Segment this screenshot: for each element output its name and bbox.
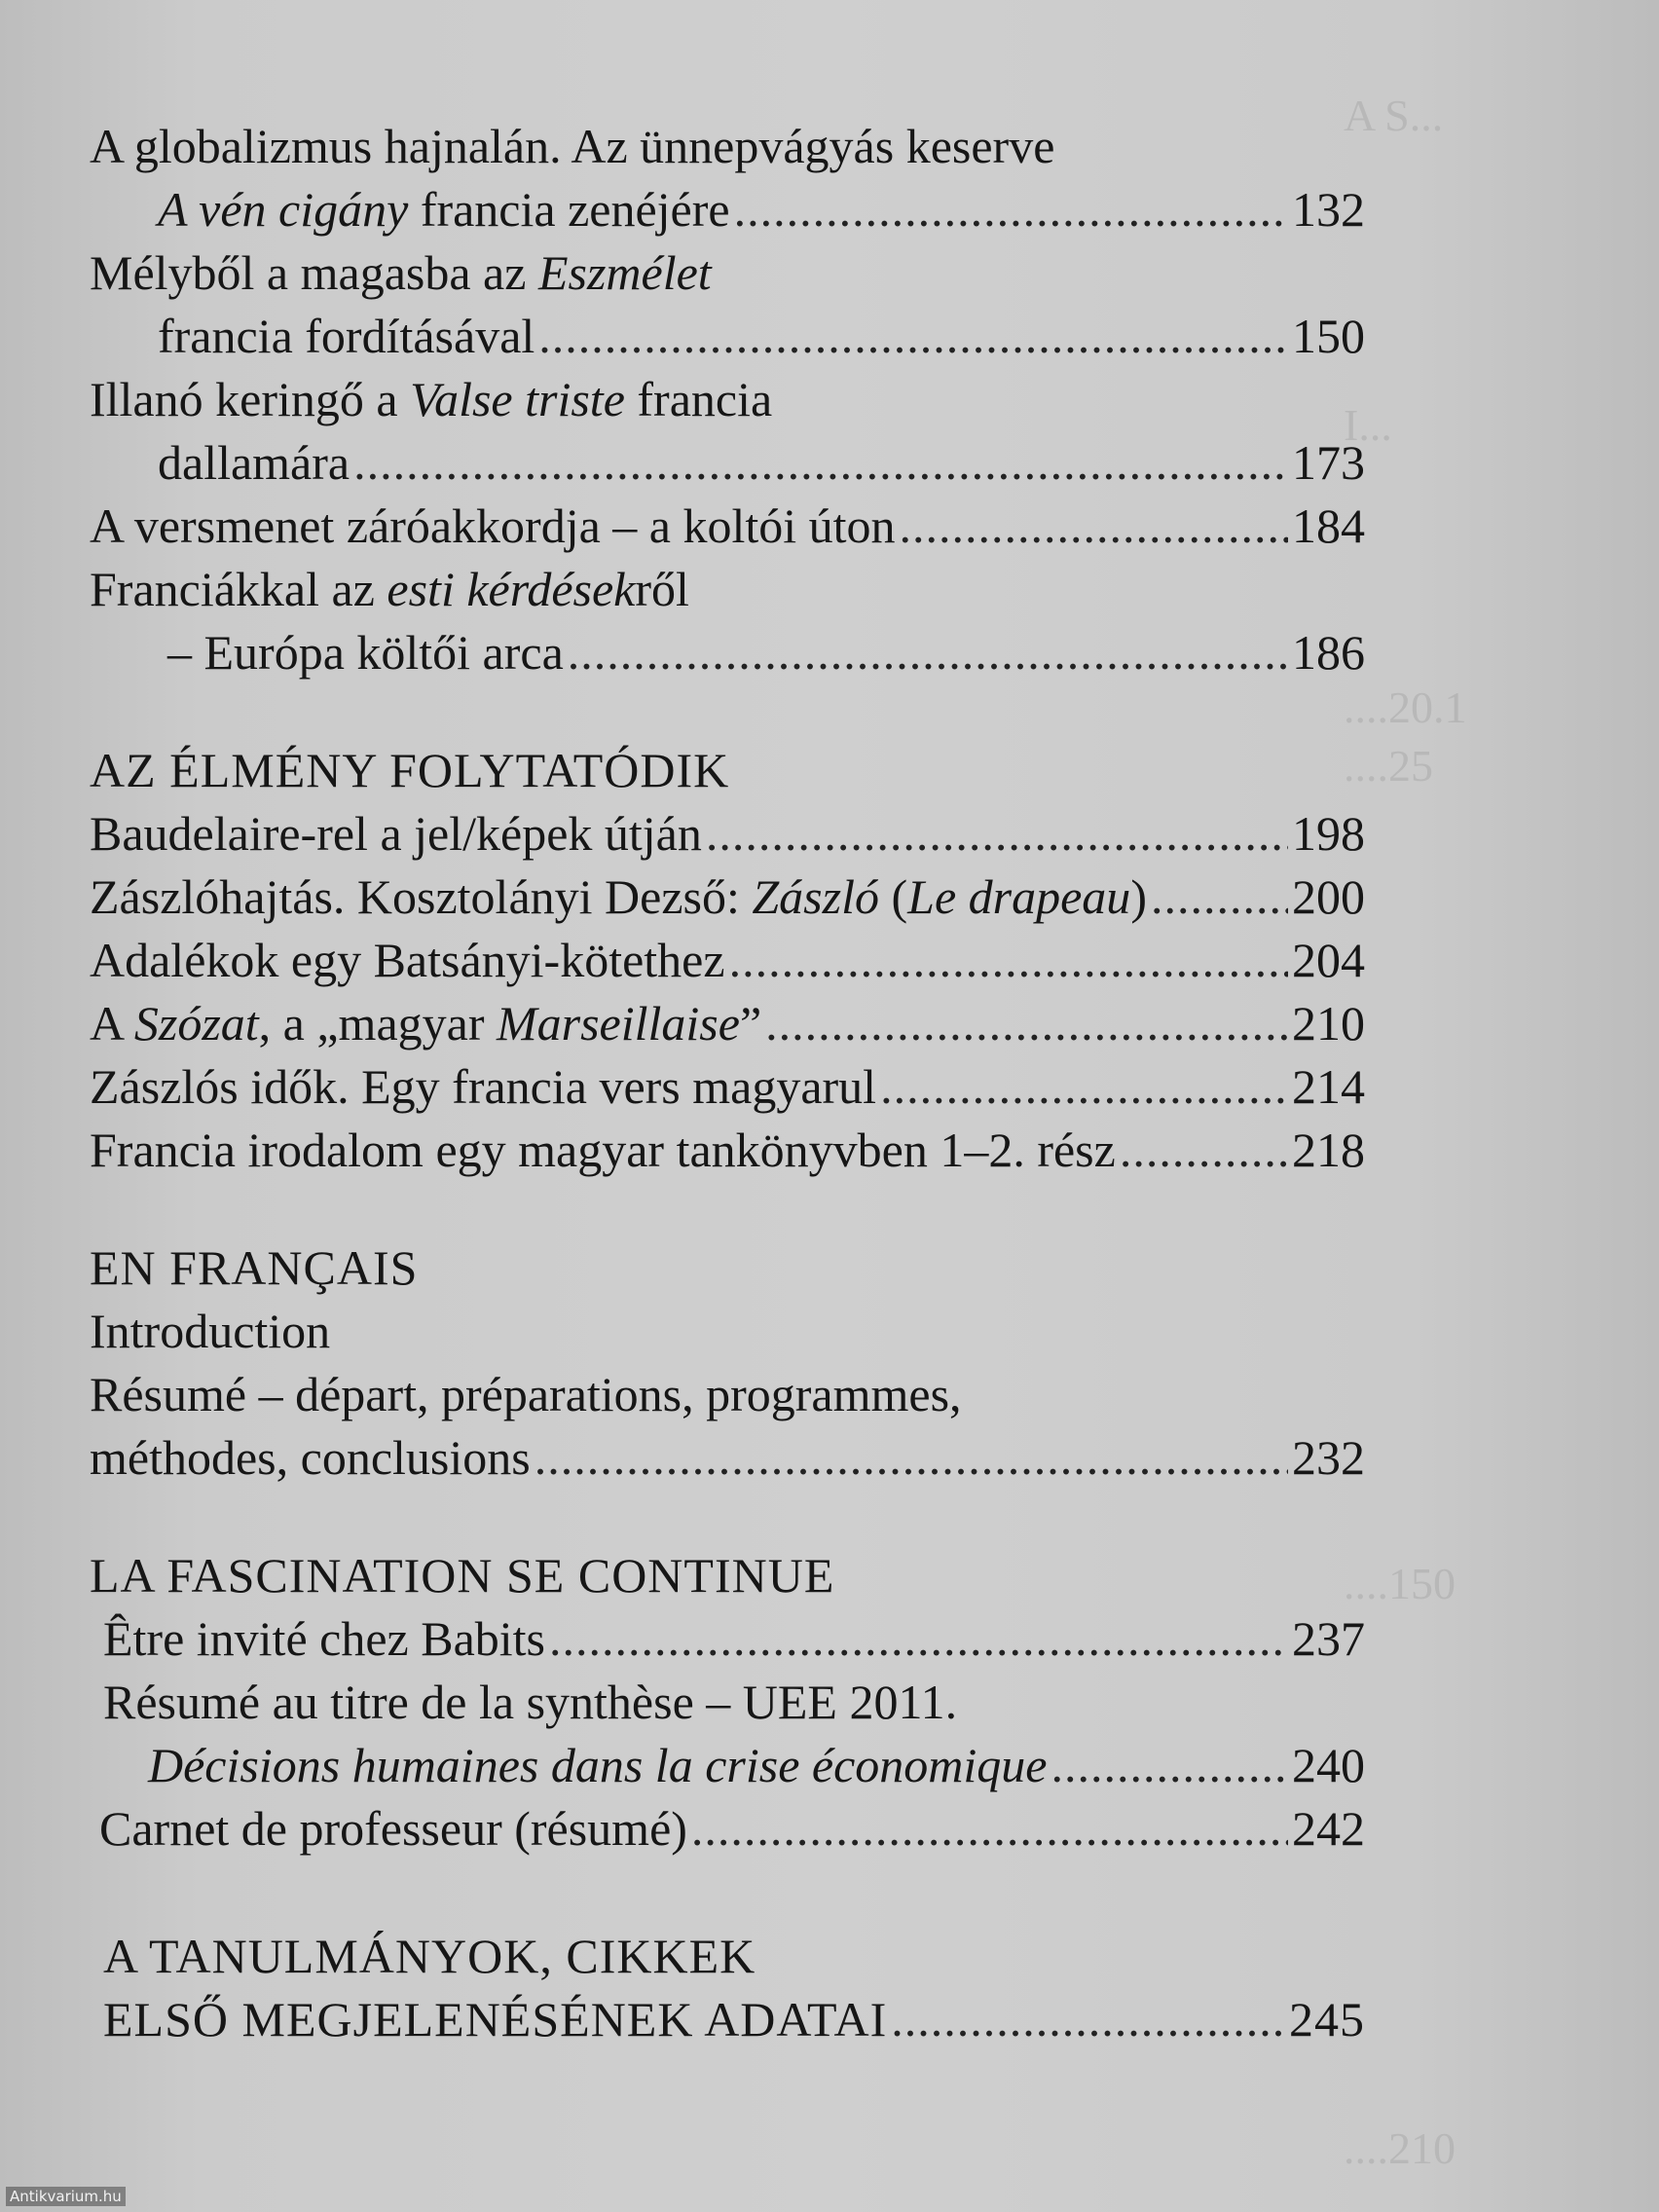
entry-italic: Valse triste (410, 372, 625, 426)
entry-italic: Zászló (752, 869, 879, 924)
dot-leader (1051, 1734, 1288, 1797)
section-heading (90, 1236, 1365, 1300)
entry-italic: esti kérdések (387, 562, 636, 616)
section-heading (90, 1544, 1365, 1607)
toc-entry[interactable] (90, 1119, 1365, 1182)
entry-italic: A vén cigány (158, 182, 409, 237)
page-number: 186 (1292, 625, 1365, 680)
page-number: 214 (1292, 1059, 1365, 1114)
dot-leader (729, 929, 1288, 992)
entry-text: Être invité chez Babits (103, 1611, 546, 1666)
toc-heading-line (90, 1363, 1365, 1426)
toc-heading-line (90, 241, 1365, 305)
dot-leader (900, 495, 1288, 558)
page-number: 204 (1292, 933, 1365, 987)
toc-entry[interactable] (90, 1607, 1365, 1671)
entry-text-start: A (90, 996, 134, 1051)
page-number: 184 (1292, 498, 1365, 553)
toc-entry[interactable] (90, 929, 1365, 992)
toc-heading-line (90, 115, 1365, 178)
bleed-through-text: ....20.1 (1344, 682, 1467, 732)
section-heading (90, 739, 1365, 802)
entry-text: Zászlós idők. Egy francia vers magyarul (90, 1059, 877, 1114)
page-number: 132 (1292, 182, 1365, 237)
bleed-through-text: A S... (1344, 91, 1444, 140)
page-number: 232 (1292, 1430, 1365, 1485)
dot-leader (1151, 866, 1288, 929)
dot-leader (568, 621, 1288, 684)
entry-text-start: Zászlóhajtás. Kosztolányi Dezső: (90, 869, 753, 924)
toc-entry[interactable] (90, 1797, 1365, 1861)
toc-entry[interactable] (90, 866, 1365, 929)
entry-text: Introduction (90, 1304, 331, 1358)
dot-leader (706, 802, 1288, 866)
dot-leader (765, 992, 1288, 1055)
toc-heading-line (90, 558, 1365, 621)
page-number: 200 (1292, 869, 1365, 924)
page-number: 218 (1292, 1123, 1365, 1177)
entry-text: dallamára (158, 435, 350, 490)
entry-text (90, 866, 1147, 929)
entry-italic: Marseillaise (496, 996, 740, 1051)
entry-text (148, 1734, 1047, 1797)
toc-entry[interactable] (90, 305, 1365, 368)
section-title: A TANULMÁNYOK, CIKKEK (103, 1929, 756, 1983)
section-title: LA FASCINATION SE CONTINUE (90, 1548, 835, 1603)
entry-text-rest: francia zenéjére (408, 182, 730, 237)
entry-text: Résumé au titre de la synthèse – UEE 2011. (103, 1675, 958, 1729)
section-title: AZ ÉLMÉNY FOLYTATÓDIK (90, 743, 730, 797)
dot-leader (880, 1055, 1288, 1119)
entry-text: Mélyből a magasba az (90, 245, 538, 300)
section-gap (90, 1182, 1365, 1236)
entry-text: francia fordításával (158, 309, 535, 363)
entry-text-rest: ” (739, 996, 762, 1051)
toc-heading-line (90, 368, 1365, 431)
entry-text: ELSŐ MEGJELENÉSÉNEK ADATAI (103, 1992, 888, 2046)
toc-entry[interactable] (90, 802, 1365, 866)
entry-text-mid: , a „magyar (258, 996, 497, 1051)
entry-text: méthodes, conclusions (90, 1430, 531, 1485)
toc-entry[interactable] (90, 1300, 1365, 1363)
entry-text: Adalékok egy Batsányi-kötethez (90, 933, 725, 987)
page-number: 150 (1292, 309, 1365, 363)
section-gap (90, 1861, 1365, 1925)
page-number: 245 (1289, 1992, 1365, 2046)
entry-text: Franciákkal az (90, 562, 387, 616)
dot-leader (734, 178, 1288, 241)
dot-leader (1120, 1119, 1288, 1182)
dot-leader (353, 431, 1288, 495)
entry-text-rest: ) (1130, 869, 1147, 924)
entry-italic: Szózat (133, 996, 259, 1051)
entry-text: Résumé – départ, préparations, programmes, (90, 1367, 962, 1421)
entry-text-mid: ( (879, 869, 908, 924)
entry-italic: Décisions humaines dans la crise économique (148, 1738, 1048, 1792)
entry-text (90, 992, 761, 1055)
dot-leader (538, 305, 1288, 368)
bleed-through-text: ....150 (1344, 1559, 1456, 1608)
toc-heading-line (90, 1671, 1365, 1734)
bleed-through-text: I... (1344, 400, 1392, 450)
dot-leader (535, 1426, 1288, 1490)
dot-leader (891, 1988, 1285, 2051)
entry-italic: Le drapeau (907, 869, 1131, 924)
entry-text: A versmenet záróakkordja – a koltói úton (90, 498, 896, 553)
section-gap (90, 684, 1365, 739)
toc-entry[interactable] (90, 621, 1365, 684)
entry-text: Illanó keringő a (90, 372, 411, 426)
page-number: 210 (1292, 996, 1365, 1051)
entry-text: A globalizmus hajnalán. Az ünnepvágyás keserve (90, 119, 1055, 173)
entry-text: – Európa költői arca (167, 625, 564, 680)
section-heading (90, 1925, 1365, 1988)
entry-text: Baudelaire-rel a jel/képek útján (90, 806, 702, 861)
entry-text: Francia irodalom egy magyar tankönyvben 1–2. rész (90, 1123, 1116, 1177)
dot-leader (549, 1607, 1288, 1671)
toc-entry[interactable] (90, 1734, 1365, 1797)
page-number: 237 (1292, 1611, 1365, 1666)
entry-text-rest: ről (635, 562, 689, 616)
entry-text: Carnet de professeur (résumé) (99, 1801, 687, 1856)
toc-entry[interactable] (90, 1426, 1365, 1490)
toc-entry[interactable] (90, 1988, 1365, 2051)
page-number: 240 (1292, 1738, 1365, 1792)
dot-leader (691, 1797, 1288, 1861)
toc-entry[interactable] (90, 495, 1365, 558)
entry-italic: Eszmélet (537, 245, 712, 300)
section-title: EN FRANÇAIS (90, 1240, 419, 1295)
toc-entry[interactable] (90, 431, 1365, 495)
toc-entry[interactable] (90, 1055, 1365, 1119)
entry-text (158, 178, 730, 241)
page-number: 242 (1292, 1801, 1365, 1856)
entry-text-rest: francia (624, 372, 773, 426)
watermark: Antikvarium.hu (6, 2187, 126, 2206)
page-number: 173 (1292, 435, 1365, 490)
table-of-contents (90, 115, 1365, 2051)
toc-entry[interactable] (90, 178, 1365, 241)
bleed-through-text: ....25 (1344, 741, 1433, 791)
toc-entry[interactable] (90, 992, 1365, 1055)
bleed-through-text: ....210 (1344, 2123, 1456, 2173)
page-number: 198 (1292, 806, 1365, 861)
section-gap (90, 1490, 1365, 1544)
